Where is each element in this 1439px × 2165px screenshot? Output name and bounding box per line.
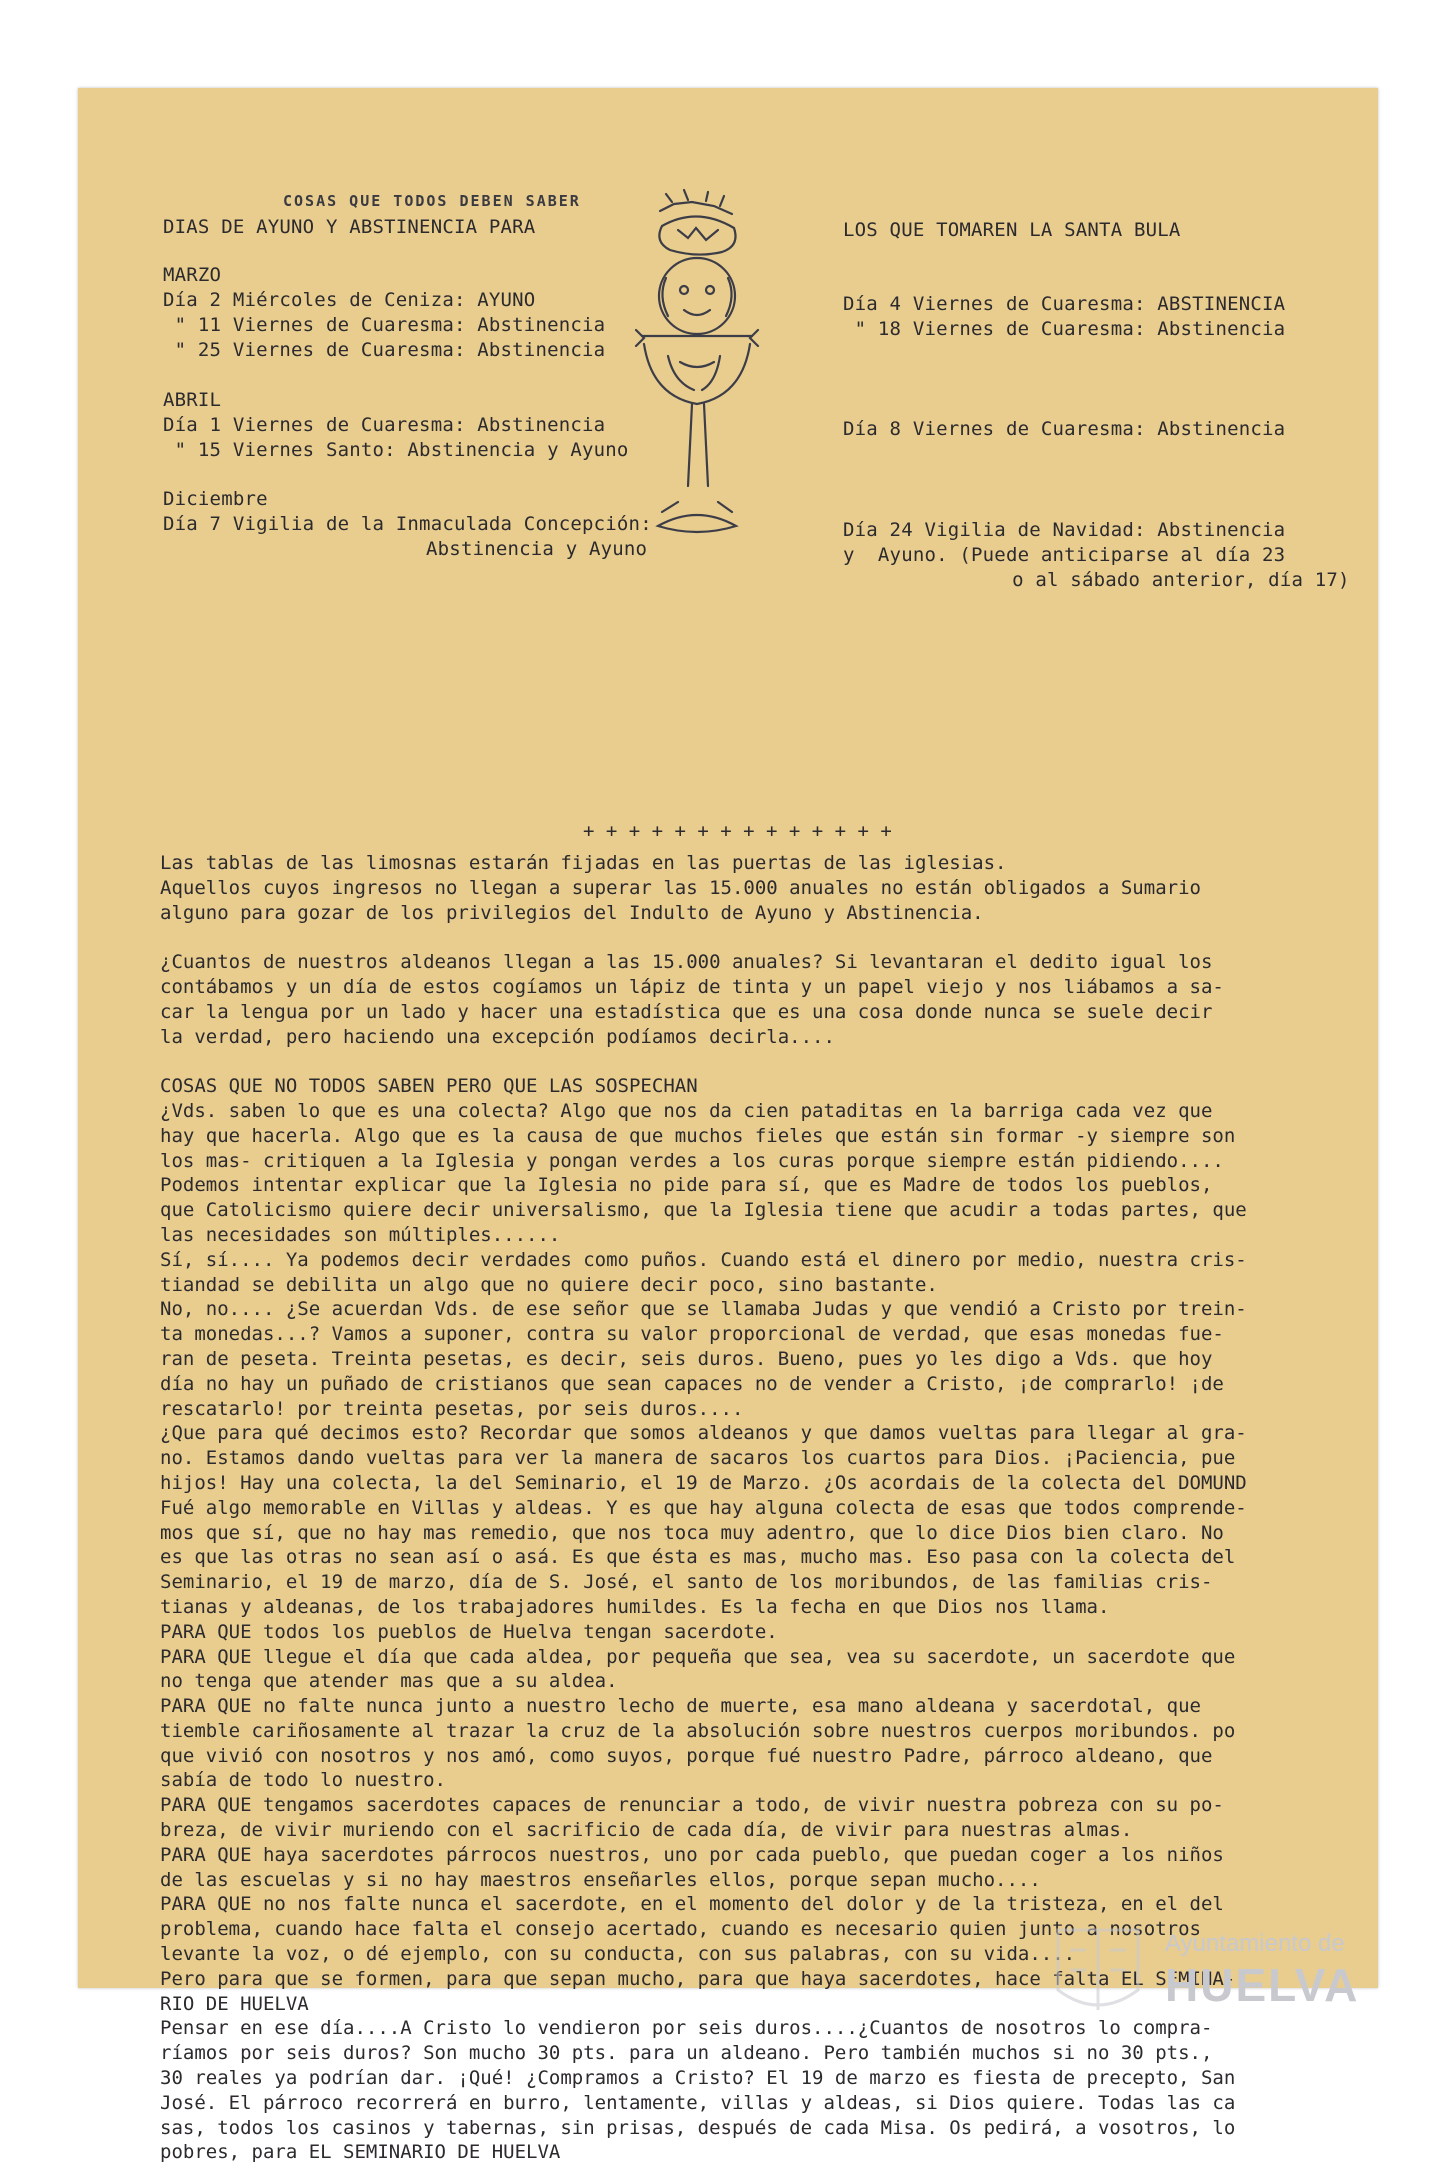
body-line: ¿Cuantos de nuestros aldeanos llegan a las 15.000 anuales? Si levantaran el dedito igual los (160, 951, 1213, 974)
body-line: día no hay un puñado de cristianos que sean capaces no de vender a Cristo, ¡de comprarlo! ¡de (160, 1372, 1224, 1395)
body-line: la verdad, pero haciendo una excepción podíamos decirla.... (160, 1025, 835, 1048)
body-line: ta monedas...? Vamos a suponer, contra su valor proporcional de verdad, que esas monedas fue- (160, 1323, 1224, 1346)
body-line: contábamos y un día de estos cogíamos un lápiz de tinta y un papel viejo y nos liábamos a sa- (160, 975, 1224, 998)
body-line: Seminario, el 19 de marzo, día de S. José, el santo de los moribundos, de las familias cris- (160, 1571, 1213, 1594)
abril-left-2: " 15 Viernes Santo: Abstinencia y Ayuno (163, 439, 629, 461)
body-line: ¿Vds. saben lo que es una colecta? Algo que nos da cien pataditas en la barriga cada vez que (160, 1099, 1213, 1122)
body-line (160, 1049, 1330, 1074)
body-line: alguno para gozar de los privilegios del Indulto de Ayuno y Abstinencia. (160, 901, 984, 924)
body-line: No, no.... ¿Se acuerdan Vds. de ese señor que se llamaba Judas y que vendió a Cristo por trein- (160, 1298, 1247, 1321)
body-line: PARA QUE todos los pueblos de Huelva tengan sacerdote. (160, 1620, 778, 1643)
body-line: tiandad se debilita un algo que no quiere decir poco, sino bastante. (160, 1273, 938, 1296)
body-line: PARA QUE tengamos sacerdotes capaces de renunciar a todo, de vivir nuestra pobreza con su po- (160, 1794, 1224, 1817)
body-line: pobres, para EL SEMINARIO DE HUELVA (160, 2141, 561, 2164)
body-line: es que las otras no sean así o asá. Es que ésta es mas, mucho mas. Eso pasa con la colecta del (160, 1546, 1236, 1569)
body-line: PARA QUE llegue el día que cada aldea, por pequeña que sea, vea su sacerdote, un sacerdote que (160, 1645, 1236, 1668)
body-line: tianas y aldeanas, de los trabajadores humildes. Es la fecha en que Dios nos llama. (160, 1595, 1110, 1618)
body-line: las necesidades son múltiples...... (160, 1223, 561, 1246)
body-line: que Catolicismo quiere decir universalismo, que la Iglesia tiene que acudir a todas partes, que (160, 1199, 1247, 1222)
month-abril: ABRIL (163, 389, 222, 411)
body-line: Podemos intentar explicar que la Iglesia no pide para sí, que es Madre de todos los pueblos, (160, 1174, 1213, 1197)
month-diciembre: Diciembre (163, 488, 268, 510)
separator-crosses: + + + + + + + + + + + + + + (583, 820, 892, 842)
marzo-left-1: Día 2 Miércoles de Ceniza: AYUNO (163, 289, 536, 311)
body-line: RIO DE HUELVA (160, 1992, 309, 2015)
diciembre-left-1: Día 7 Vigilia de la Inmaculada Concepción: (163, 513, 652, 535)
body-line: los mas- critiquen a la Iglesia y pongan verdes a los curas porque siempre están pidiendo.... (160, 1149, 1224, 1172)
small-heading: COSAS QUE TODOS DEBEN SABER (283, 192, 581, 210)
body-line (160, 925, 1330, 950)
body-line: no. Estamos dando vueltas para ver la manera de sacaros los cuartos para Dios. ¡Paciencia, pue (160, 1447, 1236, 1470)
body-line: Las tablas de las limosnas estarán fijadas en las puertas de las iglesias. (160, 852, 1007, 874)
body-line: que vivió con nosotros y nos amó, como suyos, porque fué nuestro Padre, párroco aldeano, que (160, 1744, 1213, 1767)
marzo-left-3: " 25 Viernes de Cuaresma: Abstinencia (163, 339, 606, 361)
body-line: José. El párroco recorrerá en burro, lentamente, villas y aldeas, si Dios quiere. Todas las ca (160, 2091, 1236, 2114)
body-line: no tenga que atender mas que a su aldea. (160, 1670, 618, 1693)
body-line: breza, de vivir muriendo con el sacrificio de cada día, de vivir para nuestras almas. (160, 1819, 1133, 1842)
body-line: sas, todos los casinos y tabernas, sin prisas, después de cada Misa. Os pedirá, a vosotros, lo (160, 2116, 1236, 2139)
chalice-drawing (622, 186, 772, 546)
diciembre-right-2: y Ayuno. (Puede anticiparse al día 23 (843, 544, 1286, 566)
diciembre-right-3: o al sábado anterior, día 17) (919, 569, 1350, 591)
body-line: Pero para que se formen, para que sepan mucho, para que haya sacerdotes, hace falta EL SEMINA- (160, 1967, 1236, 1990)
marzo-left-2: " 11 Viernes de Cuaresma: Abstinencia (163, 314, 606, 336)
body-line: 30 reales ya podrían dar. ¡Qué! ¿Compramos a Cristo? El 19 de marzo es fiesta de precepto, San (160, 2067, 1236, 2090)
left-title: DIAS DE AYUNO Y ABSTINENCIA PARA (163, 216, 536, 238)
watermark-line-1: Ayuntamiento de (1165, 1930, 1345, 1957)
watermark-line-2: HUELVA (1165, 1959, 1360, 2011)
body-line: mos que sí, que no hay mas remedio, que nos toca muy adentro, que lo dice Dios bien claro. No (160, 1521, 1224, 1544)
diciembre-right-1: Día 24 Vigilia de Navidad: Abstinencia (843, 519, 1286, 541)
body-line: Pensar en ese día....A Cristo lo vendieron por seis duros....¿Cuantos de nosotros lo compra- (160, 2017, 1213, 2040)
body-line: COSAS QUE NO TODOS SABEN PERO QUE LAS SOSPECHAN (160, 1075, 698, 1098)
body-line: de las escuelas y si no hay maestros enseñarles ellos, porque sepan mucho.... (160, 1868, 1041, 1891)
abril-left-1: Día 1 Viernes de Cuaresma: Abstinencia (163, 414, 606, 436)
body-line: PARA QUE haya sacerdotes párrocos nuestros, uno por cada pueblo, que puedan coger a los niños (160, 1843, 1224, 1866)
marzo-right-1: Día 4 Viernes de Cuaresma: ABSTINENCIA (843, 293, 1286, 315)
body-line: problema, cuando hace falta el consejo acertado, cuando es necesario quien junto a nosotros (160, 1918, 1201, 1941)
month-marzo: MARZO (163, 264, 222, 286)
body-line: car la lengua por un lado y hacer una estadística que es una cosa donde nunca se suele decir (160, 1000, 1213, 1023)
body-line: levante la voz, o dé ejemplo, con su conducta, con sus palabras, con su vida.... (160, 1943, 1076, 1966)
right-title: LOS QUE TOMAREN LA SANTA BULA (843, 219, 1181, 241)
body-line: hijos! Hay una colecta, la del Seminario, el 19 de Marzo. ¿Os acordais de la colecta del DOMUND (160, 1471, 1247, 1494)
body-line: Aquellos cuyos ingresos no llegan a superar las 15.000 anuales no están obligados a Sumario (160, 876, 1201, 899)
body-line: PARA QUE no nos falte nunca el sacerdote, en el momento del dolor y de la tristeza, en el del (160, 1893, 1224, 1916)
body-line: hay que hacerla. Algo que es la causa de que muchos fieles que están sin formar -y siempre son (160, 1124, 1236, 1147)
body-line: sabía de todo lo nuestro. (160, 1769, 446, 1792)
body-line: Sí, sí.... Ya podemos decir verdades como puños. Cuando está el dinero por medio, nuestra cris- (160, 1248, 1247, 1271)
body-line: ran de peseta. Treinta pesetas, es decir, seis duros. Bueno, pues yo les digo a Vds. que hoy (160, 1347, 1213, 1370)
abril-right-1: Día 8 Viernes de Cuaresma: Abstinencia (843, 418, 1286, 440)
body-line: ¿Que para qué decimos esto? Recordar que somos aldeanos y que damos vueltas para llegar al gra- (160, 1422, 1247, 1445)
body-line: tiemble cariñosamente al trazar la cruz de la absolución sobre nuestros cuerpos moribundos. po (160, 1719, 1236, 1742)
body-line: Fué algo memorable en Villas y aldeas. Y es que hay alguna colecta de esas que todos comprende- (160, 1496, 1247, 1519)
body-line: PARA QUE no falte nunca junto a nuestro lecho de muerte, esa mano aldeana y sacerdotal, que (160, 1695, 1201, 1718)
body-line: ríamos por seis duros? Son mucho 30 pts. para un aldeano. Pero también muchos si no 30 pts., (160, 2042, 1213, 2065)
diciembre-left-2: Abstinencia y Ayuno (298, 538, 648, 560)
marzo-right-2: " 18 Viernes de Cuaresma: Abstinencia (843, 318, 1286, 340)
body-line: rescatarlo! por treinta pesetas, por seis duros.... (160, 1397, 744, 1420)
